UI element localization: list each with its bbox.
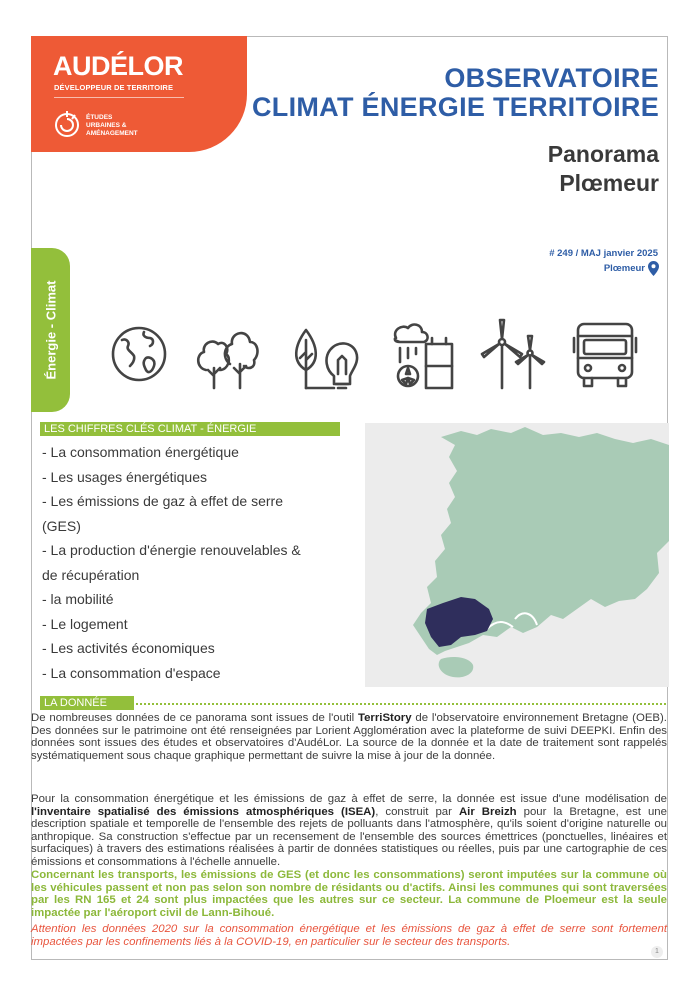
data-paragraph-1 [31,712,667,762]
brand-divider [54,97,184,98]
bus-icon [572,318,642,390]
theme-tab [31,248,70,412]
list-item: - La production d'énergie renouvelables & [42,542,301,558]
list-item: - Le logement [42,615,128,632]
list-item: - Les usages énergétiques [42,468,207,485]
etudes-label: ÉTUDES URBAINES & AMÉNAGEMENT [86,114,138,137]
list-item: - La consommation d'espace [42,664,221,681]
brand-block [31,36,247,152]
page-number: 1 [651,946,663,958]
text-run: de l'observatoire environnement Bretagne (OEB). Des données sur le patrimoine ont été renseignées par Lorient Agglomération avec la plateforme de suivi DEEPKI. Enfin des données sont issues des études et observatoires d'AudéLor. La source de la donnée et la date de traitement sont rappelés systématiquement sous chaque graphique permettant de suivre la mise à jour de la donnée. [31,712,667,762]
territory-map [365,423,669,687]
globe-icon [106,318,176,390]
observatoire-title [252,64,659,122]
covid-warning: Attention les données 2020 sur la consommation énergétique et les émissions de gaz à effet de serre sont fortement impactées par les confinements liés à la COVID-19, en particulier sur le secteur des transports. [31,923,667,948]
subtitle-line-2: Plœmeur [559,170,659,196]
key-figures-heading: LES CHIFFRES CLÉS CLIMAT - ÉNERGIE [40,422,340,436]
air-breizh-label: Air Breizh [458,805,517,818]
data-section-rule [136,703,666,705]
title-line-1: OBSERVATOIRE [444,63,659,93]
wind-turbines-icon [476,318,556,390]
data-section-heading: LA DONNÉE [40,696,134,710]
etudes-logo-icon [53,111,81,139]
panorama-title [548,140,659,198]
text-run: Pour la consommation énergétique et les émissions de gaz à effet de serre, la donnée est issue d'une modélisation de [31,793,667,805]
location-pin-icon [648,261,659,276]
theme-icon-row [106,318,666,398]
list-item: - Les activités économiques [42,640,215,656]
place-label: Plœmeur [603,263,645,274]
list-item: - Les émissions de gaz à effet de serre [42,493,283,509]
title-line-2: CLIMAT ÉNERGIE TERRITOIRE [251,92,659,122]
leaf-bulb-icon [286,318,366,390]
list-item: (GES) [42,517,81,534]
industry-icon [386,318,464,390]
audelor-logo: AUDÉLOR [53,51,183,81]
list-item: - La consommation énergétique [42,444,239,460]
subtitle-line-1: Panorama [547,141,659,167]
trees-icon [192,318,272,390]
issue-meta: # 249 / MAJ janvier 2025 [549,248,658,259]
brand-tagline: DÉVELOPPEUR DE TERRITOIRE [54,83,174,92]
theme-tab-label: Énergie - Climat [43,280,58,380]
text-run: , construit par [375,805,459,818]
text-run: De nombreuses données de ce panorama sont issues de l'outil [31,712,358,724]
terristory-label: TerriStory [357,712,412,724]
list-item: - la mobilité [42,591,114,607]
key-figures-list [42,440,342,685]
list-item: de récupération [42,566,140,583]
data-paragraph-2 [31,793,667,869]
isea-label: l'inventaire spatialisé des émissions atmosphériques (ISEA) [31,805,376,818]
transport-note: Concernant les transports, les émissions de GES (et donc les consommations) seront imputées sur la commune où les véhicules passent et non pas selon son nombre de résidants ou d'actifs. Ainsi les communes qui sont traversées par les RN 165 et 24 sont plus impactées que les autres sur ce secteur. La commune de Ploemeur est la seule impactée par l'aéroport civil de Lann-Bihoué. [31,869,667,919]
text-run: pour la Bretagne, est une description spatiale et temporelle de l'ensemble des rejets de polluants dans l'atmosphère, qu'ils soient d'origine naturelle ou anthropique. Sa construction s'effectue par un recensement de l'ensemble des sources émettrices (ponctuelles, linéaires et surfaciques) à travers des estimations réalisées à partir de données statistiques ou réelles, puis par une cartographie de ces émissions et consommations à l'échelle annuelle. [31,805,667,868]
